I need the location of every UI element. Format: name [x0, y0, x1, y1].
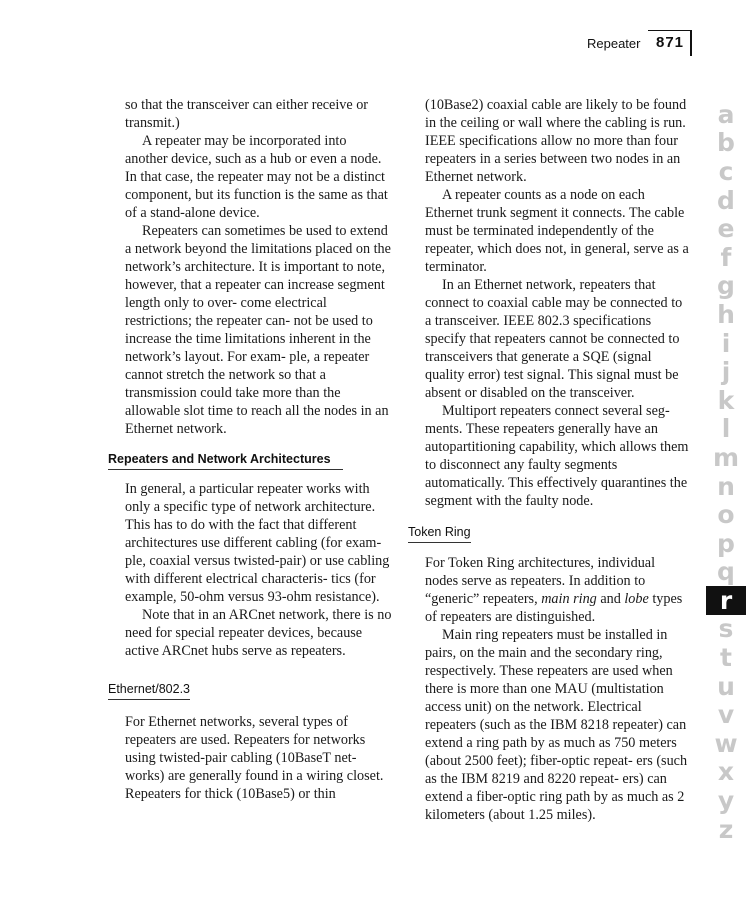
thumb-letter-w: w: [714, 728, 738, 758]
emphasis-lobe: lobe: [624, 591, 649, 607]
thumb-letter-s: s: [718, 614, 734, 644]
thumb-letter-d: d: [717, 185, 735, 215]
thumb-letter-e: e: [717, 214, 735, 244]
thumb-letter-p: p: [717, 528, 735, 558]
thumb-letter-y: y: [717, 786, 735, 816]
thumb-letter-j: j: [721, 357, 731, 387]
running-title: Repeater: [587, 36, 641, 51]
thumb-letter-m: m: [712, 442, 740, 472]
paragraph: In an Ethernet network, repeaters that connect to coaxial cable may be connected to a transceiver. IEEE 802.3 specifications specify that repeaters cannot be connected to transceivers that generate a SQE (signal quality error) test signal. This signal must be absent or disabled on the transceiver.: [425, 277, 683, 401]
emphasis-main-ring: main ring: [541, 591, 597, 607]
paragraph: [425, 554, 690, 626]
thumb-index: [706, 100, 746, 843]
thumb-letter-v: v: [717, 700, 735, 730]
thumb-letter-k: k: [717, 385, 735, 415]
header-rule: [648, 30, 692, 31]
paragraph-text: types of repeaters are distinguished.: [425, 591, 683, 625]
paragraph: Repeaters can sometimes be used to extend a network beyond the limitations placed on the network’s architecture. It is important to note, however, that a repeater can increase segment length only to over- come electrical restrictions; the repeater can- not be used to increase the time limitations inherent in the network’s layout. For exam- ple, a repeater cannot stretch the network so that a transmission could take more than the allowable slot time to reach all the nodes in an Ethernet network.: [125, 223, 391, 437]
thumb-letter-l: l: [721, 414, 731, 444]
thumb-letter-z: z: [718, 814, 734, 844]
paragraph: (10Base2) coaxial cable are likely to be found in the ceiling or wall where the cabling is run. IEEE specifications allow no more than four repeaters in a series between two nodes in an Ethernet network.: [425, 97, 687, 185]
left-column: [108, 96, 392, 803]
section-heading-ethernet: Ethernet/802.3: [108, 680, 190, 700]
section-heading-token-ring: Token Ring: [408, 523, 471, 543]
thumb-letter-r: r: [706, 586, 746, 615]
paragraph: In general, a particular repeater works with only a specific type of network architecture. This has to do with the fact that different architectures use different cabling (for exam- ple, coaxial versus twisted-pair) or use cabling with different electrical characteris- tics (for example, 50-ohm versus 93-ohm resistance).: [125, 481, 390, 605]
paragraph: Multiport repeaters connect several seg- ments. These repeaters generally have an autopartitioning capability, which allows them to disconnect any faulty segments automatically. This effectively quarantines the segment with the faulty node.: [425, 403, 689, 509]
thumb-letter-o: o: [717, 500, 735, 530]
thumb-letter-u: u: [717, 671, 735, 701]
thumb-letter-c: c: [718, 156, 734, 186]
page-number-bar: [690, 30, 692, 56]
paragraph: so that the transceiver can either receive or transmit.): [125, 97, 369, 131]
thumb-letter-q: q: [717, 557, 735, 587]
thumb-letter-n: n: [717, 471, 735, 501]
paragraph-text: For Token Ring architectures, individual nodes serve as repeaters. In addition to “generic” repeaters,: [425, 555, 656, 607]
thumb-letter-h: h: [717, 299, 735, 329]
page-number: 871: [656, 34, 685, 51]
paragraph: Note that in an ARCnet network, there is no need for special repeater devices, because active ARCnet hubs serve as repeaters.: [125, 607, 392, 659]
section-heading-repeaters-architectures: Repeaters and Network Architectures: [108, 450, 343, 470]
thumb-letter-g: g: [717, 271, 735, 301]
thumb-letter-f: f: [720, 242, 732, 272]
paragraph-text: and: [600, 591, 621, 607]
paragraph: A repeater may be incorporated into another device, such as a hub or even a node. In that case, the repeater may not be a distinct component, but its function is the same as that of a stand-alone device.: [125, 133, 388, 221]
thumb-letter-t: t: [720, 643, 732, 673]
thumb-letter-x: x: [717, 757, 735, 787]
paragraph: A repeater counts as a node on each Ethernet trunk segment it connects. The cable must be terminated independently of the repeater, which does not, in general, serve as a terminator.: [425, 187, 689, 275]
thumb-letter-a: a: [717, 99, 735, 129]
paragraph: For Ethernet networks, several types of repeaters are used. Repeaters for networks using twisted-pair cabling (10BaseT net- works) are generally found in a wiring closet. Repeaters for thick (10Base5) or thin: [125, 714, 384, 802]
right-column: [408, 96, 690, 824]
thumb-letter-b: b: [717, 128, 735, 158]
paragraph: Main ring repeaters must be installed in pairs, on the main and the secondary ring, respectively. These repeaters are used when there is more than one MAU (multistation access unit) on the network. Electrical repeaters (such as the IBM 8218 repeater) can extend a ring path by as much as 750 meters (about 2500 feet); fiber-optic repeat- ers (such as the IBM 8219 and 8220 repeat- ers) can extend a fiber-optic ring path by as much as 2 kilometers (about 1.25 miles).: [425, 627, 688, 823]
thumb-letter-i: i: [721, 328, 731, 358]
